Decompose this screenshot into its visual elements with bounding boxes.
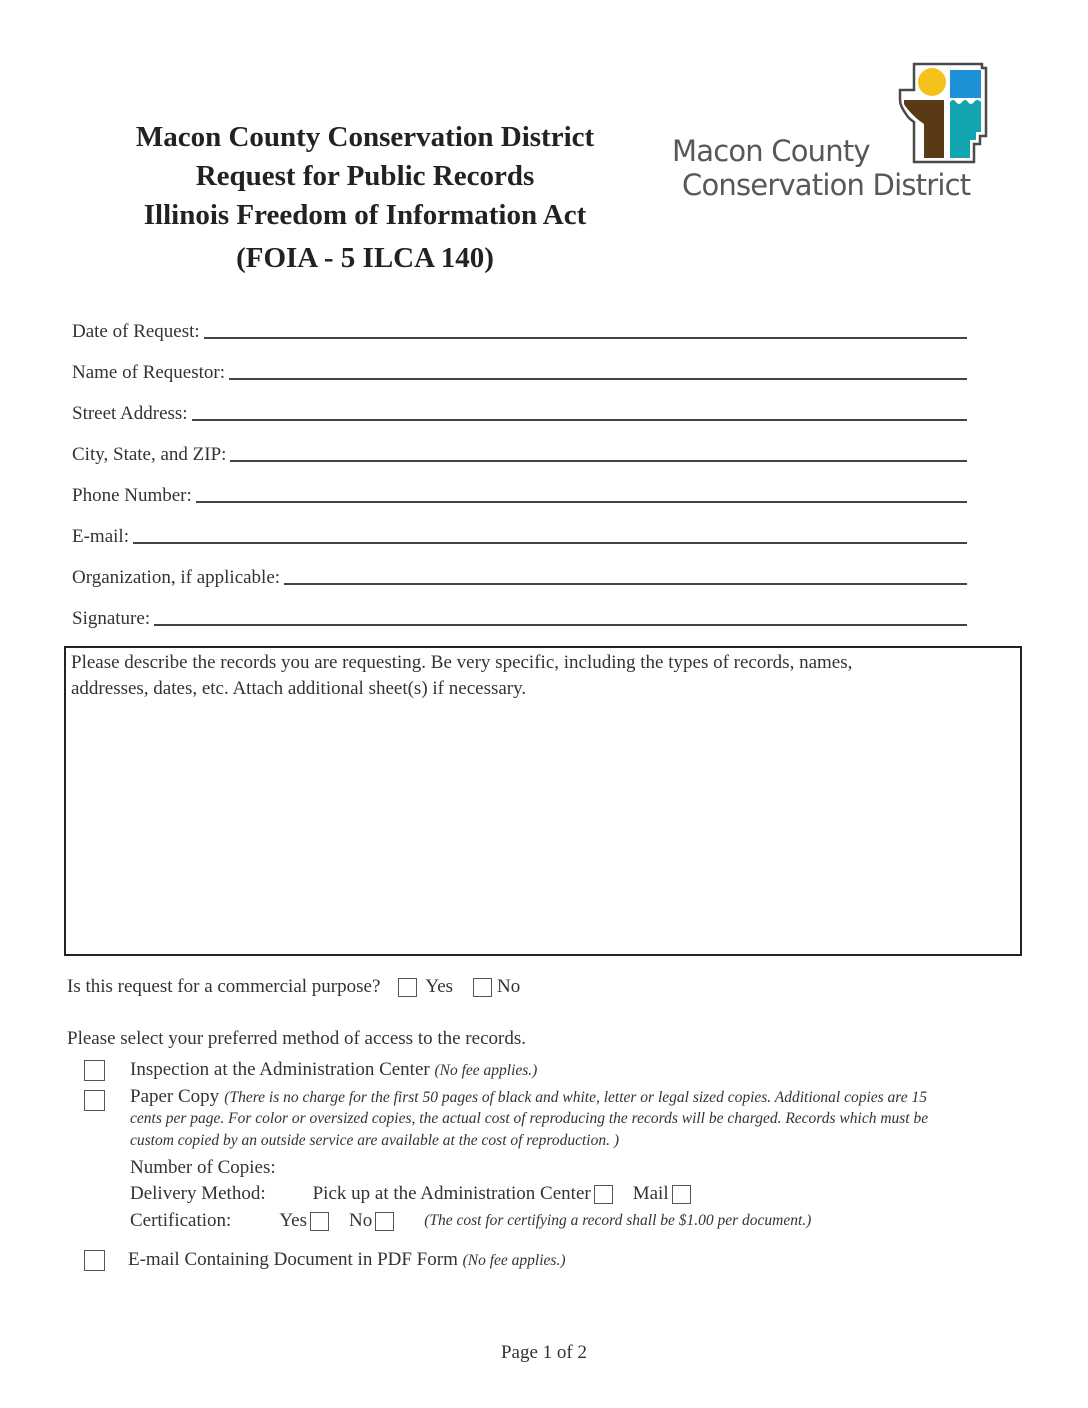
prompt-line-1: Please describe the records you are requesting. Be very specific, including the types of records, names,: [71, 652, 853, 673]
certification-row: [130, 1210, 811, 1232]
page-number: Page 1 of 2: [500, 1342, 587, 1363]
commercial-question-label: Is this request for a commercial purpose?: [67, 976, 381, 997]
access-method-prompt: Please select your preferred method of access to the records.: [67, 1028, 526, 1049]
cert-yes-label: Yes: [279, 1210, 307, 1231]
signature-field[interactable]: [72, 599, 967, 629]
inspection-note: (No fee applies.): [434, 1062, 538, 1079]
inspection-label: Inspection at the Administration Center: [130, 1059, 430, 1080]
delivery-mail-checkbox[interactable]: [672, 1185, 691, 1204]
form-title: [100, 118, 630, 278]
field-label: Street Address:: [72, 403, 188, 424]
field-label: Name of Requestor:: [72, 362, 226, 383]
commercial-no-checkbox[interactable]: [473, 978, 492, 997]
field-label: Phone Number:: [72, 485, 192, 506]
organization-input[interactable]: [284, 583, 967, 585]
street-address-field[interactable]: [72, 394, 967, 424]
paper-copy-label: Paper Copy: [130, 1086, 220, 1107]
date-of-request-input[interactable]: [204, 337, 967, 339]
name-of-requestor-input[interactable]: [229, 378, 967, 380]
field-label: Organization, if applicable:: [72, 567, 281, 588]
name-of-requestor-field[interactable]: [72, 353, 967, 383]
city-state-zip-field[interactable]: [72, 435, 967, 465]
phone-number-input[interactable]: [196, 501, 967, 503]
records-description-textarea[interactable]: [64, 646, 1022, 956]
email-pdf-label: E-mail Containing Document in PDF Form: [128, 1249, 458, 1270]
logo-text-line-1: Macon County: [672, 134, 870, 168]
email-pdf-checkbox[interactable]: [84, 1250, 105, 1271]
title-line-1: Macon County Conservation District: [135, 121, 595, 153]
logo-text-line-2: Conservation District: [682, 168, 971, 202]
paper-copy-option: [130, 1086, 1010, 1152]
number-of-copies-label: Number of Copies:: [130, 1157, 276, 1178]
certification-cost-note: (The cost for certifying a record shall be $1.00 per document.): [424, 1212, 812, 1229]
street-address-input[interactable]: [192, 419, 967, 421]
cert-no-label: No: [348, 1210, 373, 1231]
paper-copy-note-line-3: custom copied by an outside service are available at the cost of reproduction. ): [130, 1132, 619, 1149]
inspection-option: [130, 1059, 537, 1081]
macon-county-map-logo-icon: [898, 62, 998, 166]
field-label: City, State, and ZIP:: [72, 444, 227, 465]
email-pdf-note: (No fee applies.): [462, 1252, 566, 1269]
delivery-pickup-label: Pick up at the Administration Center: [312, 1183, 591, 1204]
email-input[interactable]: [133, 542, 967, 544]
district-logo: [670, 62, 1000, 212]
prompt-line-2: addresses, dates, etc. Attach additional sheet(s) if necessary.: [71, 678, 527, 699]
date-of-request-field[interactable]: [72, 312, 967, 342]
delivery-pickup-checkbox[interactable]: [594, 1185, 613, 1204]
field-label: E-mail:: [72, 526, 129, 547]
certification-label: Certification:: [130, 1210, 232, 1231]
organization-field[interactable]: [72, 558, 967, 588]
commercial-yes-label: Yes: [425, 976, 454, 997]
title-line-2: Request for Public Records: [195, 160, 535, 192]
cert-no-checkbox[interactable]: [375, 1212, 394, 1231]
field-label: Date of Request:: [72, 321, 200, 342]
delivery-mail-label: Mail: [632, 1183, 669, 1204]
city-state-zip-input[interactable]: [230, 460, 967, 462]
commercial-yes-checkbox[interactable]: [398, 978, 417, 997]
paper-copy-checkbox[interactable]: [84, 1090, 105, 1111]
signature-input[interactable]: [154, 624, 967, 626]
commercial-purpose-question: [67, 976, 520, 998]
email-field[interactable]: [72, 517, 967, 547]
title-line-4: (FOIA - 5 ILCA 140): [236, 242, 494, 274]
delivery-method-label: Delivery Method:: [130, 1183, 266, 1204]
commercial-no-label: No: [497, 976, 521, 997]
paper-copy-note-line-2: cents per page. For color or oversized copies, the actual cost of reproducing the records will be charged. Records which must be: [130, 1110, 929, 1127]
email-pdf-option: [128, 1249, 566, 1271]
records-description-prompt: [71, 650, 1000, 702]
cert-yes-checkbox[interactable]: [310, 1212, 329, 1231]
delivery-method-row: [130, 1183, 691, 1205]
inspection-checkbox[interactable]: [84, 1060, 105, 1081]
phone-number-field[interactable]: [72, 476, 967, 506]
paper-copy-note-line-1: (There is no charge for the first 50 pages of black and white, letter or legal sized copies. Additional copies are 15: [224, 1089, 928, 1106]
field-label: Signature:: [72, 608, 151, 629]
title-line-3: Illinois Freedom of Information Act: [143, 199, 587, 231]
